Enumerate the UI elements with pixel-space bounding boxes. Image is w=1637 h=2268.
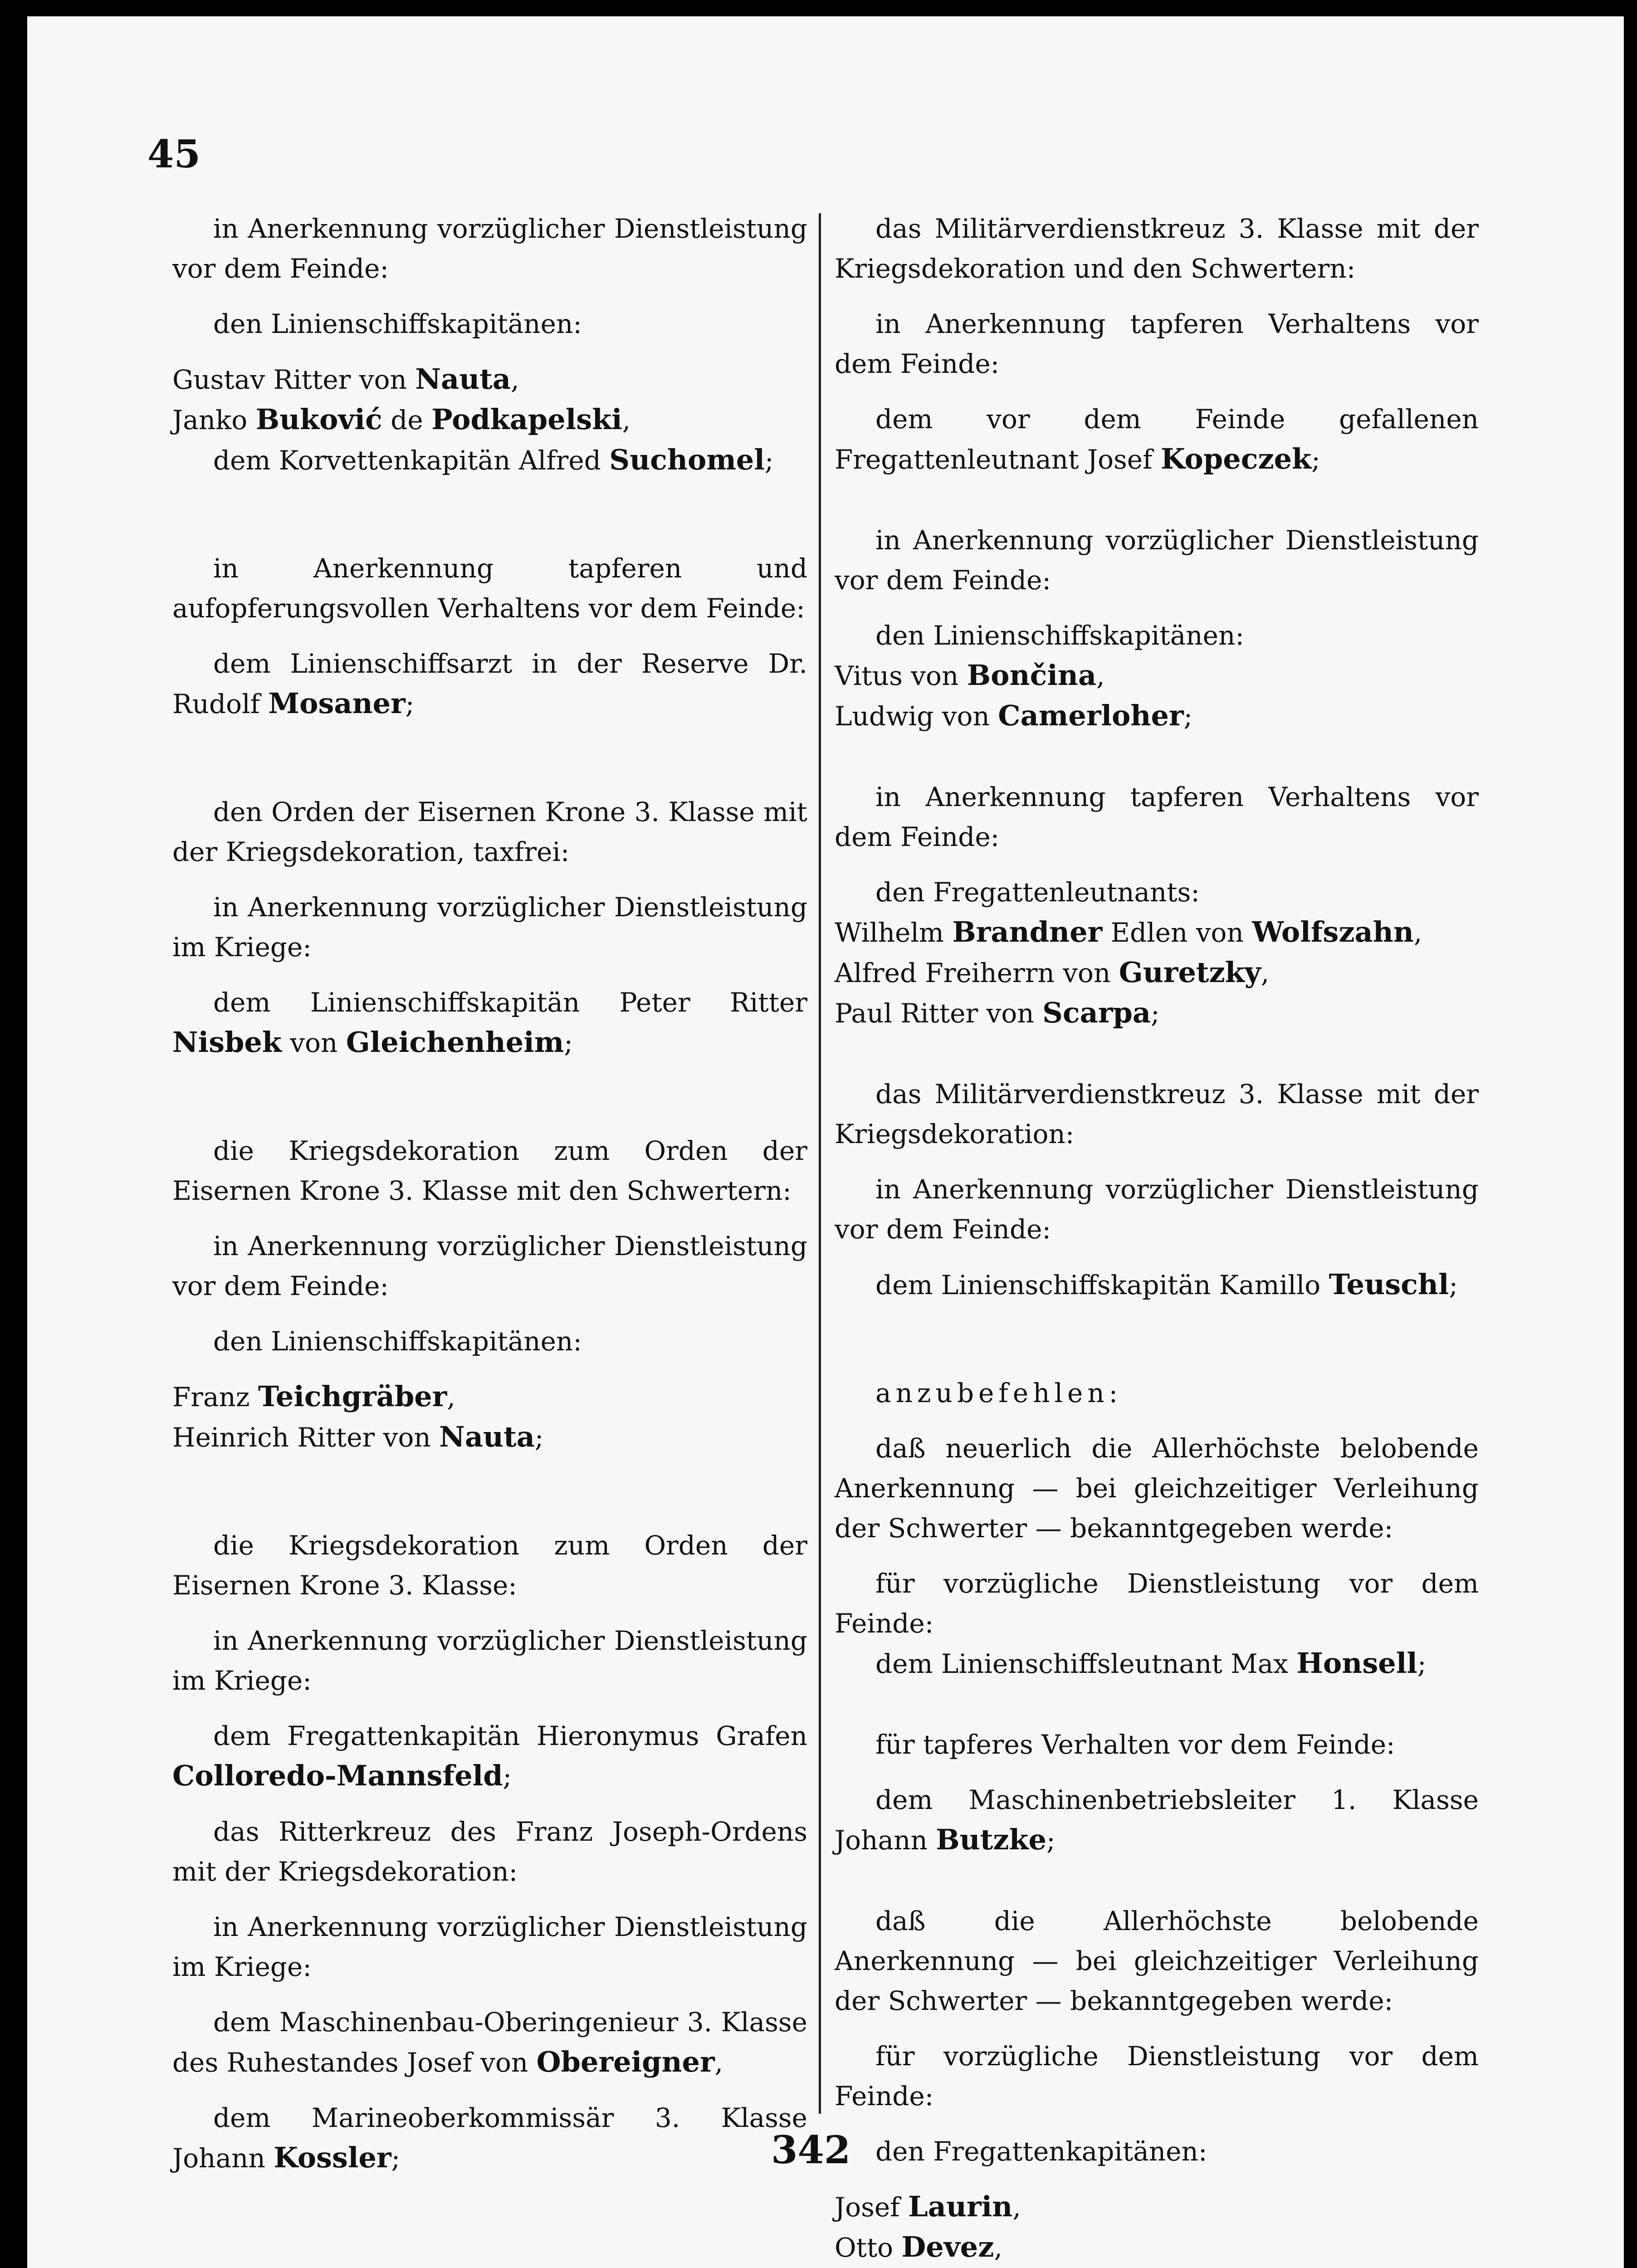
paragraph: in Anerkennung vorzüglicher Dienstleistung vor dem Feinde: [835, 525, 1479, 596]
paragraph: die Kriegsdekoration zum Orden der Eisernen Krone 3. Klasse: [172, 1530, 807, 1601]
scan-border [1624, 16, 1637, 2268]
surname: Camerloher [998, 699, 1184, 732]
surname: Podkapelski [431, 403, 622, 436]
paragraph: den Linienschiffskapitänen: [213, 308, 582, 339]
name-line: dem Linienschiffskapitän Kamillo Teuschl; [875, 1268, 1458, 1301]
paragraph: das Militärverdienstkreuz 3. Klasse mit der Kriegsdekoration: [835, 1079, 1479, 1149]
paragraph: in Anerkennung vorzüglicher Dienstleistung im Kriege: [172, 1625, 807, 1696]
surname: Kopeczek [1161, 442, 1312, 475]
surname: Kossler [274, 2141, 391, 2174]
name-line: dem Maschinenbau-Oberingenieur 3. Klasse des Ruhestandes Josef von Obereigner, [172, 2007, 807, 2078]
surname: Bončina [967, 659, 1097, 692]
paragraph: für vorzügliche Dienstleistung vor dem Feinde: [835, 1568, 1479, 1639]
name-line: Janko Buković de Podkapelski, [172, 403, 631, 436]
surname: Obereigner [536, 2045, 715, 2078]
name-line: dem Korvettenkapitän Alfred Suchomel; [213, 443, 774, 476]
name-line: Gustav Ritter von Nauta, [172, 362, 519, 396]
paragraph: in Anerkennung vorzüglicher Dienstleistung im Kriege: [172, 892, 807, 963]
name-line: dem Linienschiffsleutnant Max Honsell; [875, 1647, 1427, 1680]
paragraph: die Kriegsdekoration zum Orden der Eisernen Krone 3. Klasse mit den Schwertern: [172, 1135, 807, 1206]
surname: Brandner [952, 915, 1103, 948]
name-line: Alfred Freiherrn von Guretzky, [835, 956, 1270, 989]
paragraph: in Anerkennung vorzüglicher Dienstleistung vor dem Feinde: [172, 1231, 807, 1301]
name-line: dem Marineoberkommissär 3. Klasse Johann Kossler; [172, 2102, 807, 2174]
name-line: Paul Ritter von Scarpa; [835, 996, 1160, 1029]
surname: Nauta [415, 362, 511, 396]
name-line: Josef Laurin, [835, 2190, 1021, 2223]
section-heading: anzubefehlen: [875, 1378, 1123, 1408]
right-column [835, 209, 1479, 2268]
paragraph: den Fregattenkapitänen: [875, 2136, 1207, 2167]
name-line: dem vor dem Feinde gefallenen Fregattenleutnant Josef Kopeczek; [835, 404, 1479, 475]
paragraph: in Anerkennung tapferen und aufopferungsvollen Verhaltens vor dem Feinde: [172, 553, 807, 624]
surname: Gleichenheim [346, 1026, 564, 1059]
paragraph: den Linienschiffskapitänen: [875, 620, 1244, 651]
paragraph: in Anerkennung vorzüglicher Dienstleistung vor dem Feinde: [835, 1174, 1479, 1245]
left-column [172, 209, 807, 2178]
column-divider [819, 213, 821, 2114]
paragraph: für tapferes Verhalten vor dem Feinde: [875, 1729, 1395, 1760]
paragraph: in Anerkennung tapferen Verhaltens vor dem Feinde: [835, 308, 1479, 379]
surname: Guretzky [1119, 956, 1261, 989]
paragraph: daß neuerlich die Allerhöchste belobende Anerkennung — bei gleichzeitiger Verleihung der Schwerter — bekanntgegeben werde: [835, 1433, 1479, 1544]
name-line: dem Maschinenbetriebsleiter 1. Klasse Johann Butzke; [835, 1784, 1479, 1856]
paragraph: das Ritterkreuz des Franz Joseph-Ordens mit der Kriegsdekoration: [172, 1816, 807, 1887]
surname: Nisbek [172, 1026, 282, 1059]
name-line: Ludwig von Camerloher; [835, 699, 1193, 732]
surname: Teuschl [1329, 1268, 1449, 1301]
surname: Scarpa [1042, 996, 1151, 1029]
page-number-bottom: 342 [771, 2127, 851, 2172]
name-line: dem Linienschiffskapitän Peter Ritter Nisbek von Gleichenheim; [172, 987, 807, 1059]
page-number-top: 45 [147, 132, 200, 176]
paragraph: in Anerkennung tapferen Verhaltens vor dem Feinde: [835, 782, 1479, 852]
paragraph: den Orden der Eisernen Krone 3. Klasse mit der Kriegsdekoration, taxfrei: [172, 797, 807, 867]
surname: Laurin [908, 2190, 1013, 2223]
paragraph: den Linienschiffskapitänen: [213, 1326, 582, 1357]
surname: Mosaner [268, 687, 406, 720]
surname: Nauta [439, 1420, 535, 1453]
name-line: Vitus von Bončina, [835, 659, 1105, 692]
name-line: dem Linienschiffsarzt in der Reserve Dr. Rudolf Mosaner; [172, 648, 807, 720]
surname: Suchomel [609, 443, 765, 476]
paragraph: für vorzügliche Dienstleistung vor dem Feinde: [835, 2041, 1479, 2112]
paragraph: in Anerkennung vorzüglicher Dienstleistung vor dem Feinde: [172, 213, 807, 284]
name-line: Heinrich Ritter von Nauta; [172, 1420, 544, 1453]
paragraph: das Militärverdienstkreuz 3. Klasse mit der Kriegsdekoration und den Schwertern: [835, 213, 1479, 284]
surname: Devez [901, 2230, 994, 2263]
surname: Colloredo-Mannsfeld [172, 1759, 503, 1792]
name-line: dem Fregattenkapitän Hieronymus Grafen Colloredo-Mannsfeld; [172, 1721, 807, 1792]
name-line: Franz Teichgräber, [172, 1380, 455, 1413]
name-line: Wilhelm Brandner Edlen von Wolfszahn, [835, 915, 1422, 948]
paragraph: daß die Allerhöchste belobende Anerkennung — bei gleichzeitiger Verleihung der Schwerter — bekanntgegeben werde: [835, 1906, 1479, 2016]
surname: Teichgräber [258, 1380, 447, 1413]
surname: Butzke [936, 1823, 1046, 1856]
surname: Buković [255, 403, 382, 436]
paragraph: den Fregattenleutnants: [875, 877, 1200, 908]
surname: Honsell [1296, 1647, 1417, 1680]
surname: Wolfszahn [1252, 915, 1414, 948]
paragraph: in Anerkennung vorzüglicher Dienstleistung im Kriege: [172, 1911, 807, 1982]
name-line: Otto Devez, [835, 2230, 1002, 2263]
